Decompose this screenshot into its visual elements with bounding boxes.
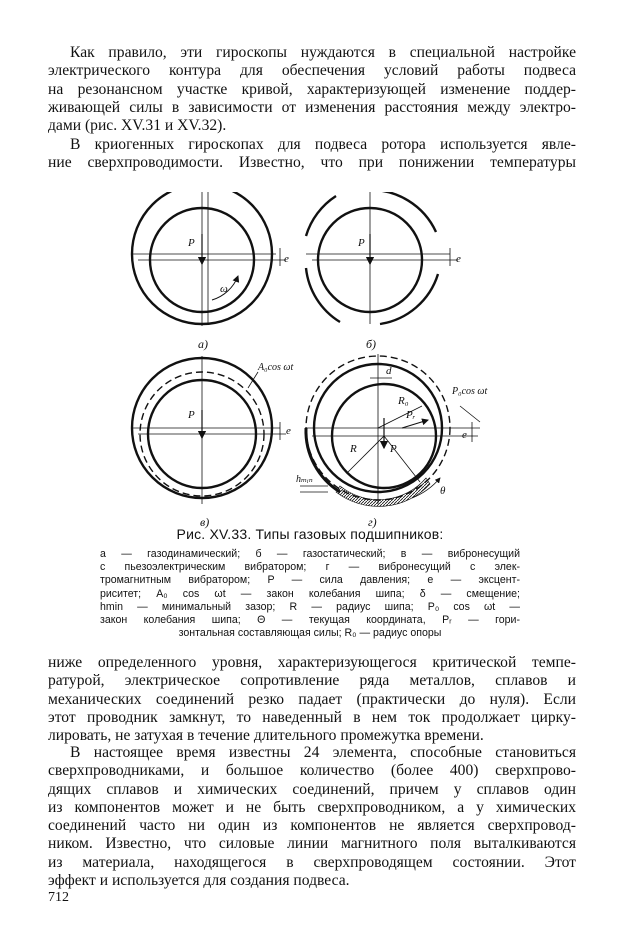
label-P-v: P [188, 409, 195, 421]
text-line: ние сверхпроводимости. Известно, что при понижении температуры [48, 154, 576, 172]
label-hmin: hₘᵢₙ [296, 474, 313, 485]
label-R0: R₀ [398, 395, 409, 407]
page-number: 712 [48, 890, 69, 905]
text-line: сверхпроводниками, и большое количество (более 400) сверхпрово- [48, 762, 576, 780]
diagram-g [296, 354, 487, 529]
bearing-figure [100, 192, 520, 532]
text-line: механических соединений резко падает (практически до нуля). Если [48, 690, 576, 708]
legend-line: hmin — минимальный зазор; R — радиус шипа; P₀ cos ωt — [100, 600, 520, 613]
diagram-v [132, 356, 293, 529]
legend-line: закон колебания шипа; Θ — текущая координата, Pᵣ — гори- [100, 614, 520, 627]
diagram-a [132, 192, 289, 351]
text-line: из материала, находящегося в сверхпроводящем состоянии. Этот [48, 853, 576, 871]
label-Pr: Pᵣ [406, 409, 416, 421]
text-line: ратурой, электрическое сопротивление ряда металлов, сплавов и [48, 672, 576, 690]
paragraph-3 [48, 654, 576, 745]
label-P-a: P [188, 237, 195, 249]
label-e-g: e [462, 429, 467, 441]
text-line: ником. Известно, что силовые линии магнитного поля выталкиваются [48, 835, 576, 853]
text-line: лировать, не затухая в течение длительного промежутка времени. [48, 727, 484, 745]
label-e-v: e [286, 425, 291, 437]
legend-line: а — газодинамический; б — газостатический; в — вибронесущий [100, 548, 520, 560]
diagram-b-label: б) [366, 337, 377, 351]
paragraph-2 [48, 136, 576, 173]
text-line: этот проводник замкнут, то наведенный в нем ток продолжает цирку- [48, 708, 576, 726]
text-line: из компонентов может и не быть сверхпроводником, а у химических [48, 798, 576, 816]
label-P-g: P [390, 443, 397, 455]
legend-line: с пьезоэлектрическим вибратором; г — вибронесущий с элек- [100, 561, 520, 574]
paragraph-1 [48, 44, 576, 135]
text-line: соединений часто ни один из компонентов не является сверхпровод- [48, 817, 576, 835]
label-A0: A₀cos ωt [258, 362, 294, 373]
text-line: дящих сплавов и химических соединений, причем у сплавов один [48, 780, 576, 798]
diagram-v-label: в) [200, 515, 210, 529]
paragraph-4 [48, 744, 576, 890]
label-e-b: e [456, 253, 461, 265]
text-line: на резонансном участке кривой, характеризующей изменение поддер- [48, 80, 576, 98]
figure-legend [100, 548, 520, 640]
text-line: электрического контура для обеспечения условий работы подвеса [48, 62, 576, 80]
label-P0: P₀cos ωt [452, 386, 488, 397]
figure-caption: Рис. XV.33. Типы газовых подшипников: [176, 526, 444, 542]
text-line: ниже определенного уровня, характеризующегося критической темпе- [48, 654, 576, 671]
text-line: Как правило, эти гироскопы нуждаются в специальной настройке [70, 44, 576, 61]
text-line: В криогенных гироскопах для подвеса ротора используется явле- [70, 136, 576, 153]
text-line: эффект и используется для создания подвеса. [48, 872, 350, 890]
label-d: d [386, 365, 392, 377]
label-omega-a: ω [220, 283, 228, 295]
legend-line: зонтальная составляющая силы; R₀ — радиус опоры [178, 627, 442, 640]
legend-line: тромагнитным вибратором; P — сила давления; e — эксцент- [100, 574, 520, 587]
text-line: живающей силы в зависимости от изменения расстояния между электро- [48, 98, 576, 116]
text-line: В настоящее время известны 24 элемента, способные становиться [70, 744, 576, 761]
text-line: дами (рис. XV.31 и XV.32). [48, 117, 227, 135]
legend-line: риситет; A₀ cos ωt — закон колебания шипа; δ — смещение; [100, 587, 520, 600]
diagram-b [306, 192, 461, 351]
label-e-a: e [284, 253, 289, 265]
label-theta: θ [440, 485, 446, 497]
label-P-b: P [358, 237, 365, 249]
diagram-g-label: г) [368, 515, 377, 529]
label-R: R [350, 443, 357, 455]
diagram-a-label: а) [198, 337, 208, 351]
